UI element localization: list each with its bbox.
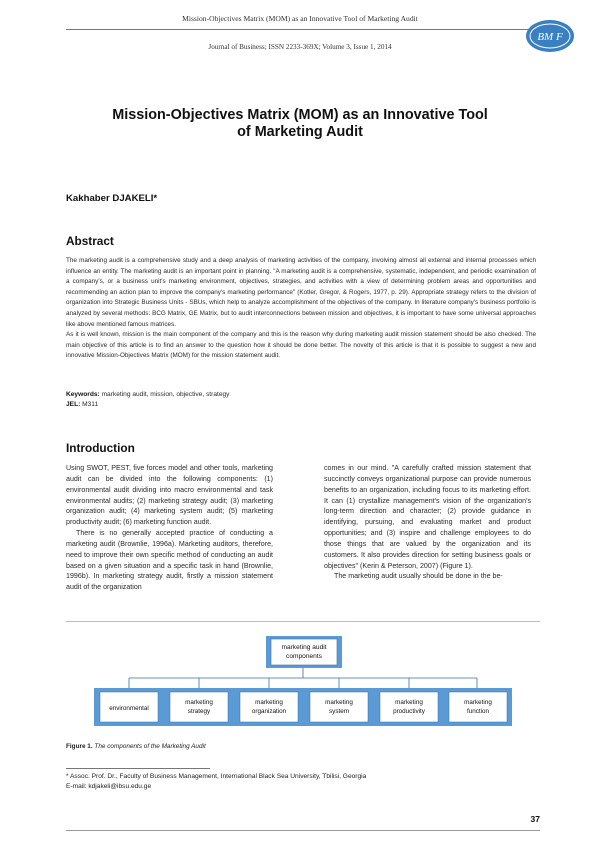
jel-label: JEL: (66, 400, 81, 408)
child-label-organization-2: organization (251, 708, 287, 715)
child-label-system-1: marketing (325, 699, 353, 706)
journal-logo (524, 18, 576, 54)
abstract-heading: Abstract (66, 234, 114, 248)
logo-text: BM F (537, 31, 563, 43)
title-line-1: Mission-Objectives Matrix (MOM) as an Innovative Tool (112, 107, 488, 123)
page-number: 37 (530, 814, 540, 824)
abstract-paragraph-2: As it is well known, mission is the main component of the company and this is the reason why during marketing audit mission statement should be also checked. The main objective of this article is to find an answer to the question how it should be done better. The novelty of this article is that it is possible to suggest a new and innovative Mission-Objectives Matrix (MOM) for the mission statement audit. (66, 331, 536, 360)
child-node-function (444, 688, 512, 726)
footer-rule (66, 830, 540, 831)
child-node-system (304, 688, 374, 726)
child-label-productivity-1: marketing (395, 699, 423, 706)
intro-paragraph-4: The marketing audit usually should be done in the be- (334, 572, 503, 581)
footnote (66, 772, 366, 791)
caption-label: Figure 1. (66, 743, 93, 750)
footnote-affiliation: * Assoc. Prof. Dr., Faculty of Business Management, International Black Sea University, Tbilisi, Georgia (66, 773, 367, 780)
child-node-environmental (94, 688, 164, 726)
child-label-function-1: marketing (464, 699, 492, 706)
author-name: Kakhaber DJAKELI* (66, 193, 158, 204)
introduction-heading: Introduction (66, 441, 135, 455)
journal-info: Journal of Business; ISSN 2233-369X; Volume 3, Issue 1, 2014 (208, 43, 392, 51)
child-label-function-2: function (466, 708, 490, 715)
child-label-strategy-2: strategy (187, 708, 211, 715)
running-title: Mission-Objectives Matrix (MOM) as an Innovative Tool of Marketing Audit (182, 14, 418, 23)
jel-value: M311 (82, 400, 99, 408)
abstract-body (66, 256, 536, 362)
intro-paragraph-1: Using SWOT, PEST, five forces model and other tools, marketing audit can be divided into the following components: (1) environmental audit dividing into macro environmental and task environmental audits; (2) marketing strategy audit; (3) marketing organization audit; (4) marketing system audit; (5) marketing productivity audit; (6) marketing function audit. (66, 464, 273, 527)
child-label-productivity-2: productivity (393, 708, 425, 715)
child-label-env-1: environmental (109, 705, 149, 712)
abstract-paragraph-1: The marketing audit is a comprehensive study and a deep analysis of marketing activities of the company, involving almost all external and internal processes which influence an entity. The marketing audit is an important point in planning. "A marketing audit is a comprehensive, systematic, independent, and periodic examination of a company's, or a business unit's marketing environment, objectives, strategies, and activities with a view of determining problem areas and opportunities and recommending an action plan to improve the company's marketing performance" (Kotler, Gregor, & Rogers, 1977, p. 29). Appropriate strategy refers to the division of organization into Strategic Business Units - SBUs, which help to analyze accomplishment of the objectives of the company. In literature company's business portfolio is analyzed by several methods: BCG Matrix, GE Matrix, but to audit interconnections between mission and objectives, it is important to have some universal approaches like above mentioned famous matrices. (66, 257, 536, 328)
figure-caption (66, 743, 206, 750)
root-node (271, 639, 337, 665)
caption-text: The components of the Marketing Audit (94, 743, 206, 750)
child-node-strategy (164, 688, 234, 726)
keywords-label: Keywords: (66, 391, 100, 398)
child-label-strategy-1: marketing (185, 699, 213, 706)
footnote-email: E-mail: kdjakeli@ibsu.edu.ge (66, 782, 152, 790)
child-label-system-2: system (329, 708, 349, 715)
keywords-block (66, 390, 229, 409)
figure-diagram (66, 626, 540, 738)
connector-lines (129, 668, 477, 688)
title-line-2: of Marketing Audit (237, 124, 363, 140)
keywords-value: marketing audit, mission, objective, strategy (101, 391, 230, 398)
header-rule (66, 29, 534, 30)
child-label-organization-1: marketing (255, 699, 283, 706)
root-node-label-2: components (286, 653, 322, 660)
child-node-productivity (374, 688, 444, 726)
intro-column-left (66, 463, 273, 593)
child-node-organization (234, 688, 304, 726)
article-title (60, 107, 540, 141)
footnote-rule (66, 768, 210, 769)
intro-paragraph-3: comes in our mind. "A carefully crafted mission statement that succinctly conveys organizational purpose can provide numerous benefits to an organization, including focus to its marketing effort. It can (1) crystallize management's vision of the organization's long-term direction and character; (2) provide guidance in identifying, pursuing, and evaluating market and product opportunities; and (3) inspire and challenge employees to do those things that are valued by the organization and its customers. It also provides direction for setting business goals or objectives" (Kerin & Peterson, 2007) (Figure 1). (324, 464, 531, 570)
intro-column-right (324, 463, 531, 582)
root-node-label-1: marketing audit (281, 644, 327, 651)
intro-paragraph-2: There is no generally accepted practice of conducting a marketing audit (Brownlie, 1996a). Marketing auditors, therefore, need to improve their own specific method of conducting an audit based on a given situation and a specific task in hand (Brownlie, 1996b). In marketing strategy audit, firstly a mission statement audit of the organization (66, 529, 273, 592)
